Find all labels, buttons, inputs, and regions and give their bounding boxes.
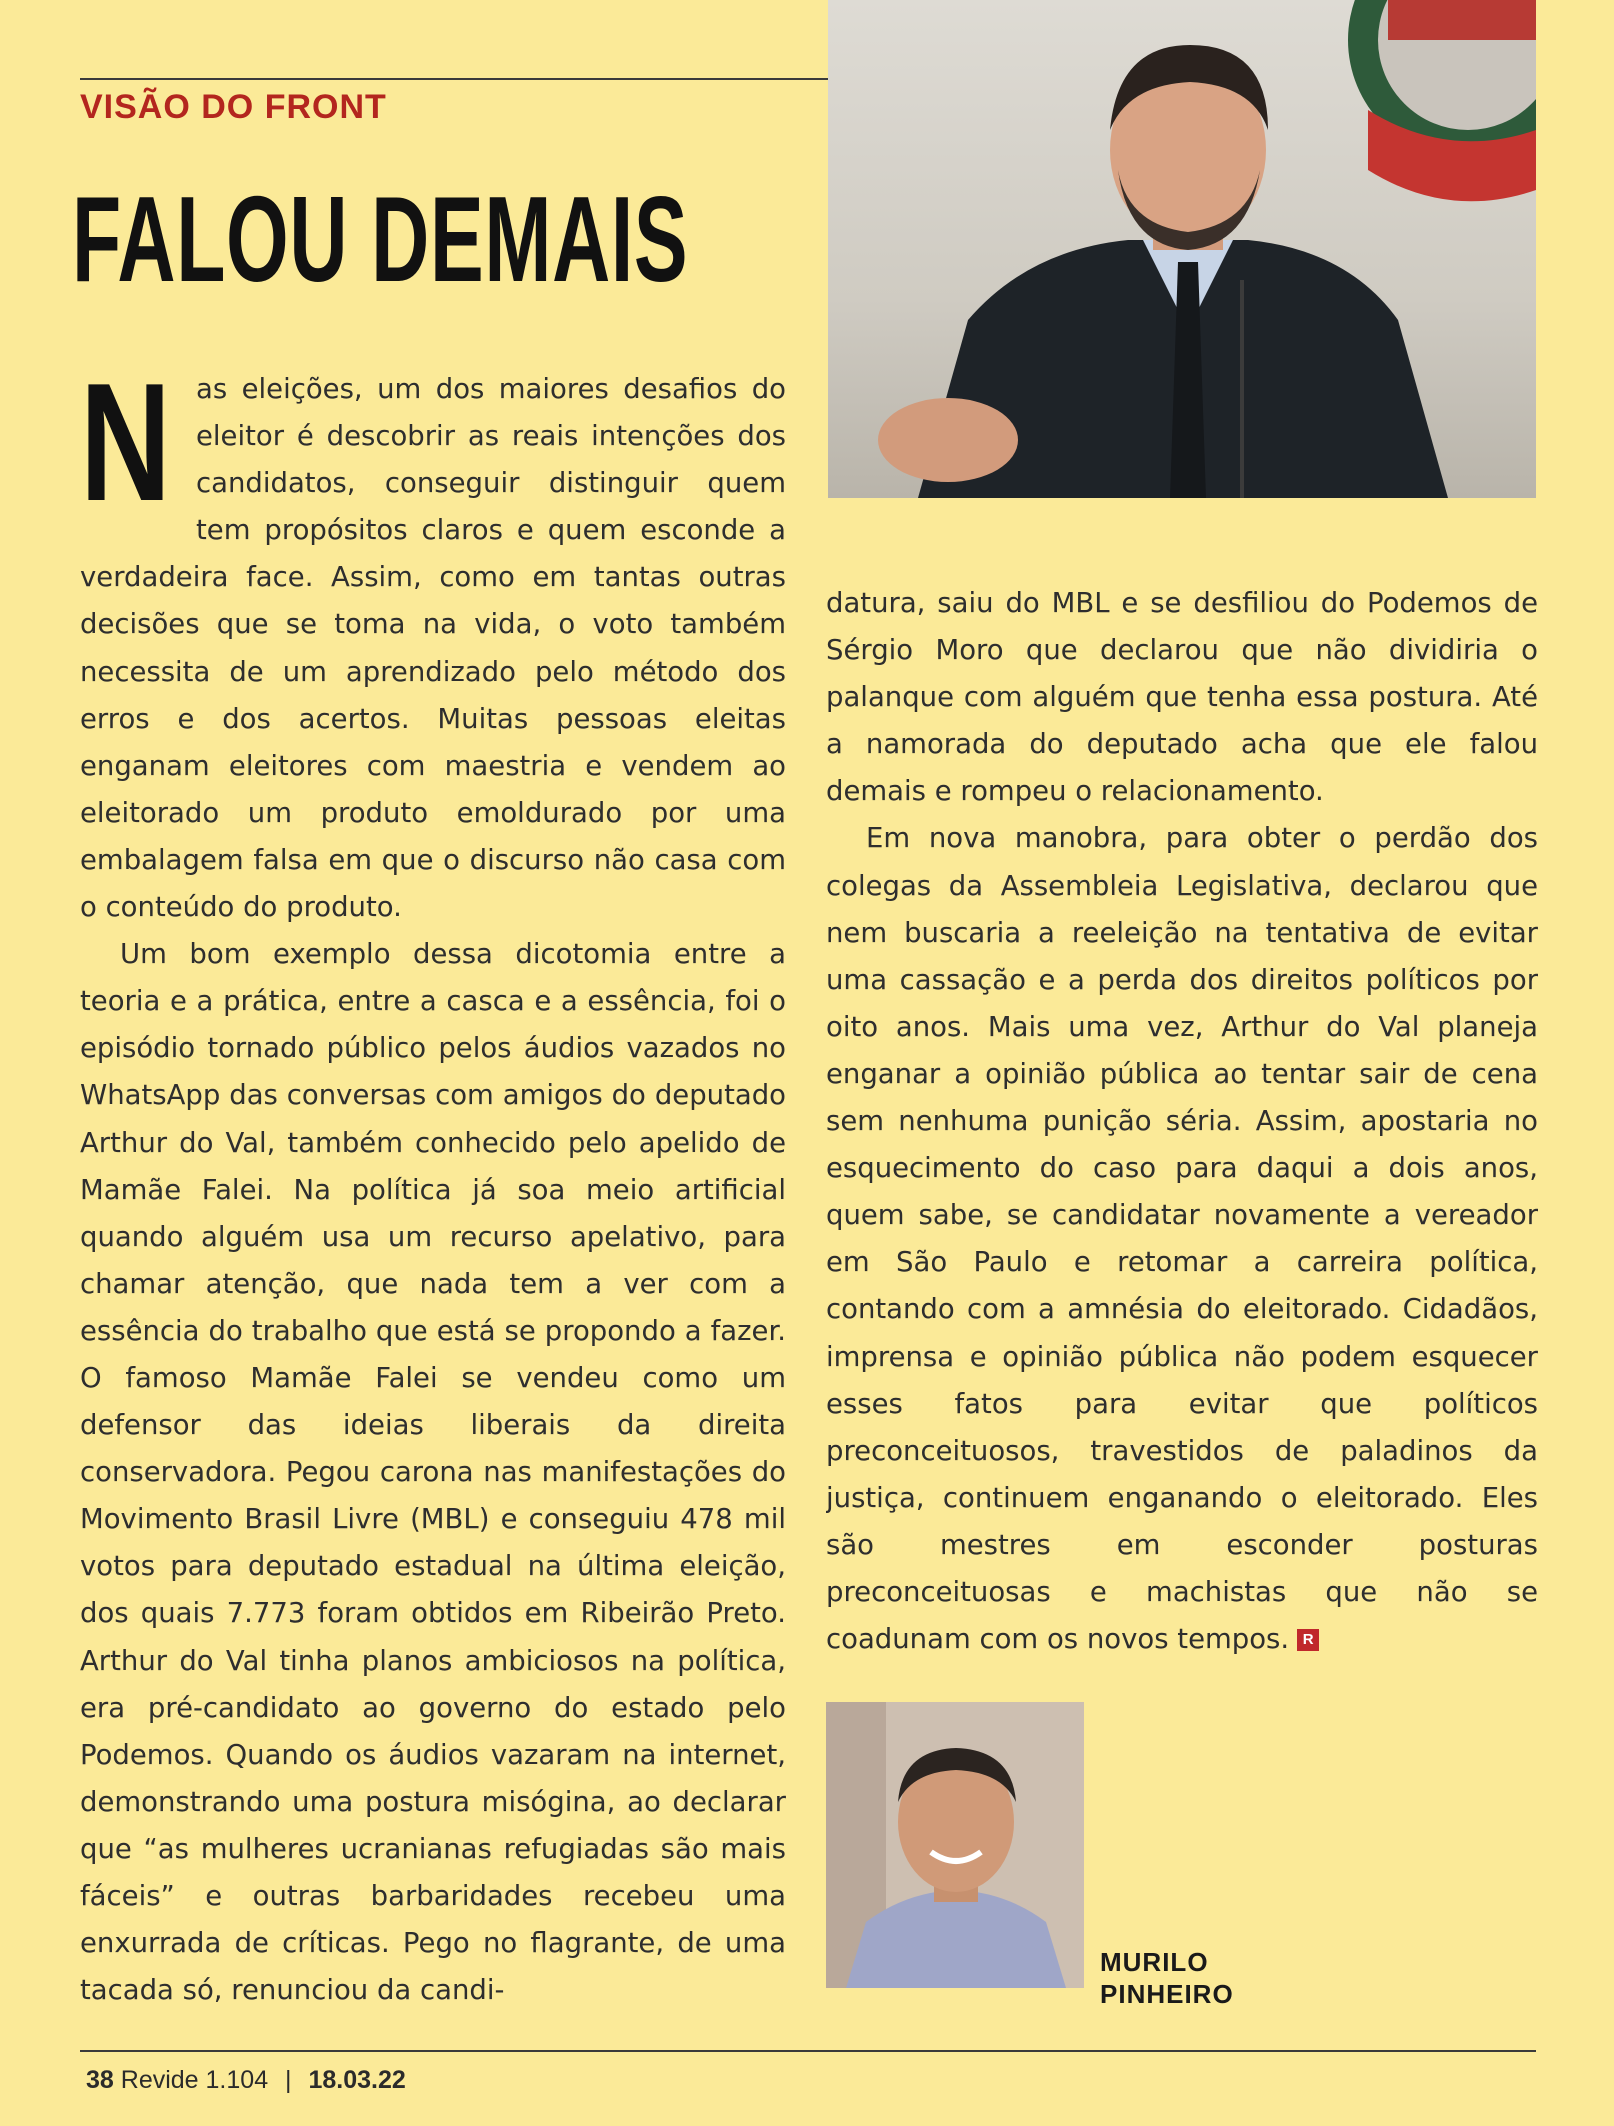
- footer-separator: |: [285, 2066, 292, 2094]
- article-column-1: [80, 366, 786, 2006]
- issue-date: 18.03.22: [308, 2066, 406, 2094]
- page-footer: [86, 2066, 406, 2095]
- paragraph: [826, 815, 1538, 1663]
- page-title: FALOU DEMAIS: [72, 171, 689, 307]
- author-first-name: MURILO: [1100, 1947, 1209, 1977]
- page-number: 38: [86, 2066, 114, 2094]
- author-photo: [826, 1702, 1084, 1988]
- paragraph: Um bom exemplo dessa dicotomia entre a teoria e a prática, entre a casca e a essência, foi o episódio tornado público pelos áudios vazados no WhatsApp das conversas com amigos do deputado Arthur do Val, também conhecido pelo apelido de Mamãe Falei. Na política já soa meio artificial quando alguém usa um recurso apelativo, para chamar atenção, que nada tem a ver com a essência do trabalho que está se propondo a fazer. O famoso Mamãe Falei se vendeu como um defensor das ideias liberais da direita conservadora. Pegou carona nas manifestações do Movimento Brasil Livre (MBL) e conseguiu 478 mil votos para deputado estadual na última eleição, dos quais 7.773 foram obtidos em Ribeirão Preto. Arthur do Val tinha planos ambiciosos na política, era pré-candidato ao governo do estado pelo Podemos. Quando os áudios vazaram na internet, demonstrando uma postura misógina, ao declarar que “as mulheres ucranianas refugiadas são mais fáceis” e outras barbaridades recebeu uma enxurrada de críticas. Pego no flagrante, de uma tacada só, renunciou da candi-: [80, 938, 786, 2006]
- paragraph: datura, saiu do MBL e se desfiliou do Podemos de Sérgio Moro que declarou que não dividiria o palanque com alguém que tenha essa postura. Até a namorada do deputado acha que ele falou demais e rompeu o relacionamento.: [826, 587, 1538, 808]
- end-mark-icon: R: [1297, 1629, 1319, 1651]
- author-name: [1100, 1946, 1234, 2010]
- paragraph: [80, 366, 786, 931]
- drop-cap: N: [80, 366, 171, 536]
- paragraph-text: as eleições, um dos maiores desafios do eleitor é descobrir as reais intenções dos candidatos, conseguir distinguir quem tem propósitos claros e quem esconde a verdadeira face. Assim, como em tantas outras decisões que se toma na vida, o voto também necessita de um aprendizado pelo método dos erros e dos acertos. Muitas pessoas eleitas enganam eleitores com maestria e vendem ao eleitorado um produto emoldurado por uma embalagem falsa em que o discurso não casa com o conteúdo do produto.: [80, 373, 786, 924]
- bottom-rule: [80, 2050, 1536, 2052]
- publication-issue: Revide 1.104: [120, 2066, 269, 2094]
- deputy-photo: [828, 0, 1536, 498]
- top-rule: [80, 78, 828, 80]
- author-last-name: PINHEIRO: [1100, 1979, 1234, 2009]
- section-tag: VISÃO DO FRONT: [80, 88, 387, 126]
- article-column-2: [826, 580, 1538, 1680]
- paragraph-text: Em nova manobra, para obter o perdão dos colegas da Assembleia Legislativa, declarou que nem buscaria a reeleição na tentativa de evitar uma cassação e a perda dos direitos políticos por oito anos. Mais uma vez, Arthur do Val planeja enganar a opinião pública ao tentar sair de cena sem nenhuma punição séria. Assim, apostaria no esquecimento do caso para daqui a dois anos, quem sabe, se candidatar novamente a vereador em São Paulo e retomar a carreira política, contando com a amnésia do eleitorado. Cidadãos, imprensa e opinião pública não podem esquecer esses fatos para evitar que políticos preconceituosos, travestidos de paladinos da justiça, continuem enganando o eleitorado. Eles são mestres em esconder posturas preconceituosas e machistas que não se coadunam com os novos tempos.: [826, 822, 1538, 1656]
